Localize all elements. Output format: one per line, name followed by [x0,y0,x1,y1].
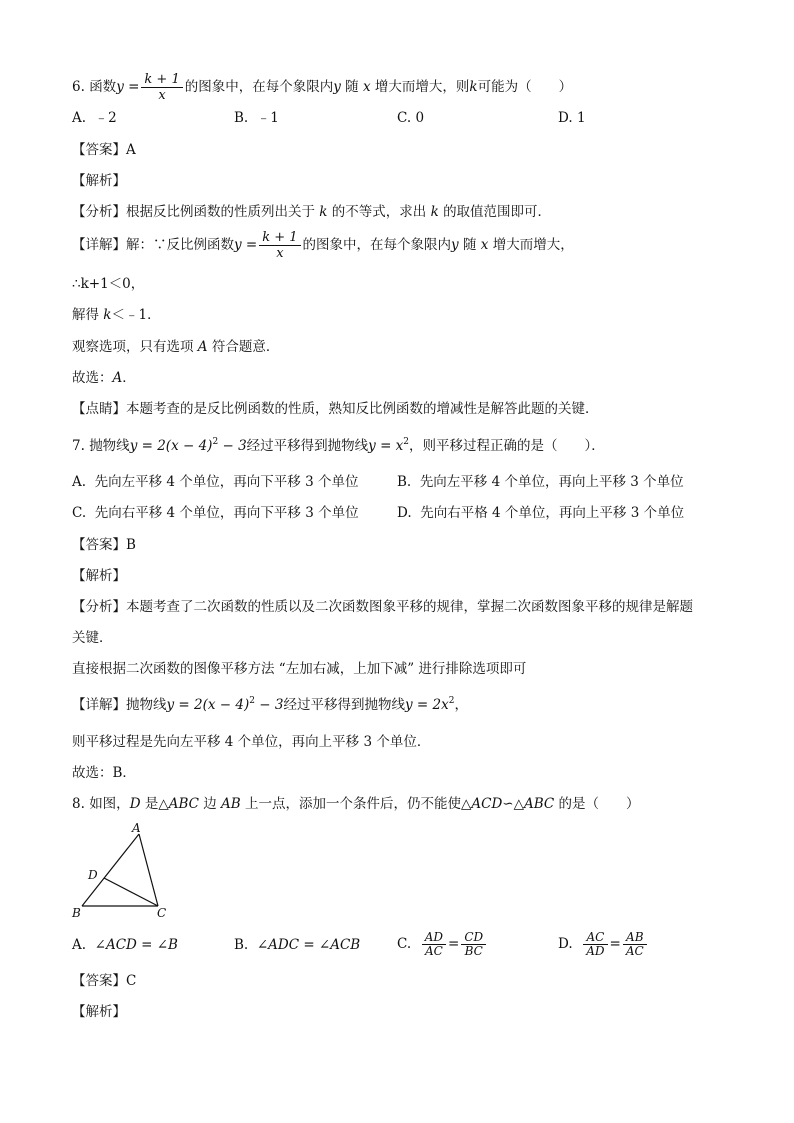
q7-direct: 直接根据二次函数的图像平移方法 “左加右减，上加下减” 进行排除选项即可 [72,661,527,677]
q8-triangle-figure [68,820,178,920]
q7-choose: 故选：B． [72,765,136,781]
q7-xiangjie: 【详解】抛物线$y = 2(x - 4)^2 - 3$经过平移得到抛物线$y = 2x^2$， [72,696,468,713]
q7-fenxi-cont: 关键． [72,630,113,646]
q8-answer: 【答案】C [72,973,137,989]
q6-fenxi: 【分析】根据反比例函数的性质列出关于 k 的不等式，求出 k 的取值范围即可． [72,204,552,220]
q7-option-d: D. 先向右平格 4 个单位，再向上平移 3 个单位 [397,505,685,521]
q6-option-c: C. 0 [397,110,425,126]
q7-number: 7. [72,438,85,454]
q6-option-a: A. ﹣2 [72,110,117,126]
q6-solve: 解得 k＜﹣1． [72,307,161,323]
vertex-a-label: A [132,821,141,835]
q8-option-b: B. ∠ADC = ∠ACB [234,937,361,953]
segment-ac [139,834,158,906]
q6-observe: 观察选项，只有选项 A 符合题意． [72,339,280,355]
q6-analysis-heading: 【解析】 [72,173,126,189]
q7-answer: 【答案】B [72,537,136,553]
vertex-b-label: B [72,906,81,920]
q6-xiangjie: 【详解】解：∵反比例函数y = $\frac{k + 1}{x}$ 的图象中，在每个象限内y 随 x 增大而增大， [72,230,574,261]
q7-stem: 7. 抛物线$y = 2(x - 4)^2 - 3$经过平移得到抛物线$y = x^2$，则平移过程正确的是（ ）． [72,437,605,454]
q6-fraction: $\frac{k + 1}{x}$ [141,72,182,103]
q6-therefore: ∴k+1＜0， [72,276,145,292]
point-d-label: D [88,868,98,882]
q6-dianjing: 【点睛】本题考查的是反比例函数的性质，熟知反比例函数的增减性是解答此题的关键． [72,401,599,417]
q7-result: 则平移过程是先向左平移 4 个单位，再向上平移 3 个单位． [72,734,431,750]
vertex-c-label: C [157,906,167,920]
q8-number: 8. [72,796,85,812]
q6-option-b: B. ﹣1 [234,110,279,126]
q6-number: 6. [72,79,85,95]
segment-dc [104,878,158,906]
q7-option-b: B. 先向左平移 4 个单位，再向上平移 3 个单位 [397,474,684,490]
q8-option-c: C. $\frac{AD}{AC}$ = $\frac{CD}{BC}$ [397,926,488,962]
q6-stem: 6. 函数y = $\frac{k + 1}{x}$ 的图象中，在每个象限内y 随 x 增大而增大，则k可能为（ ） [72,72,573,103]
q7-fenxi: 【分析】本题考查了二次函数的性质以及二次函数图象平移的规律，掌握二次函数图象平移的规律是解题 [72,599,693,615]
q8-option-a: A. ∠ACD = ∠B [72,937,178,953]
q6-option-d: D. 1 [558,110,586,126]
q7-option-c: C. 先向右平移 4 个单位，再向下平移 3 个单位 [72,505,359,521]
q8-analysis-heading: 【解析】 [72,1004,126,1020]
q6-xj-fraction: $\frac{k + 1}{x}$ [259,230,300,261]
q6-answer: 【答案】A [72,142,136,158]
q8-option-d: D. $\frac{AC}{AD}$ = $\frac{AB}{AC}$ [558,926,649,962]
q6-choose: 故选：A． [72,370,136,386]
q7-option-a: A. 先向左平移 4 个单位，再向下平移 3 个单位 [72,474,359,490]
q7-analysis-heading: 【解析】 [72,568,126,584]
q8-stem: 8. 如图，D 是△ABC 边 AB 上一点，添加一个条件后，仍不能使△ACD∽△ABC 的是（ ） [72,796,640,812]
